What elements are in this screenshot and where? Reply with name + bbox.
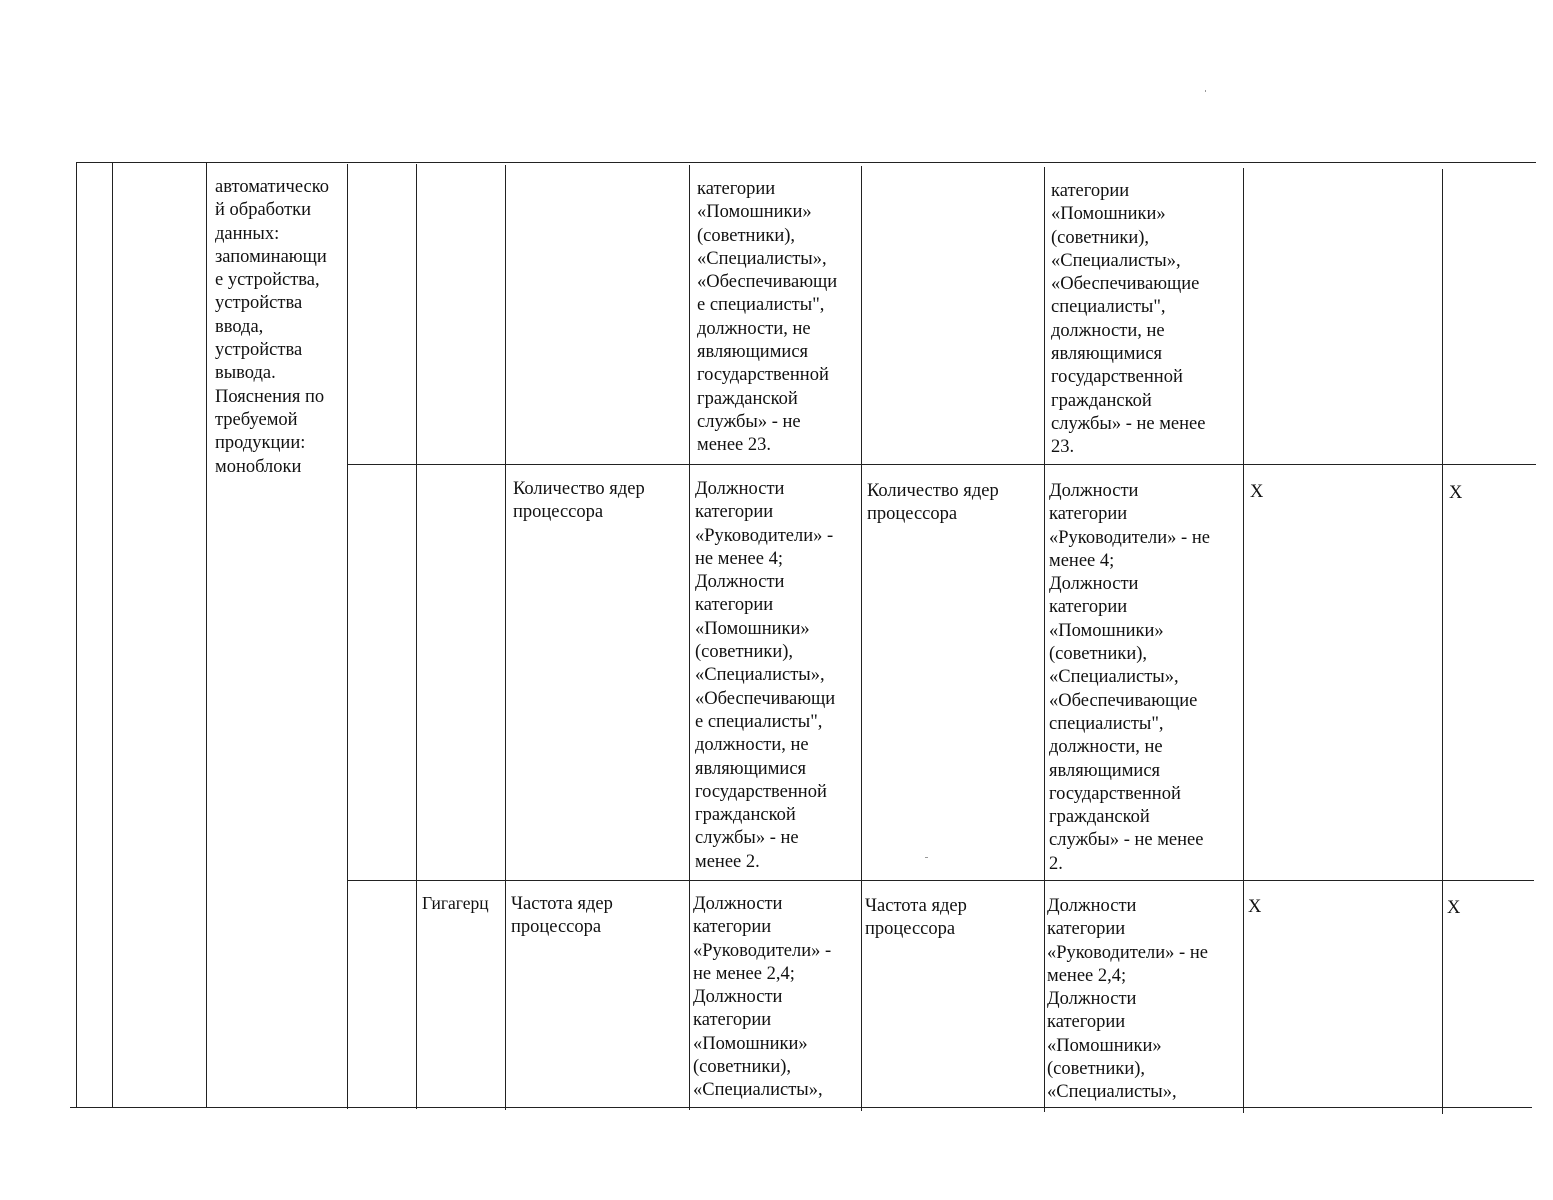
grid-line bbox=[112, 162, 113, 1108]
grid-line bbox=[1243, 168, 1244, 1113]
mark-cell: X bbox=[1248, 897, 1262, 917]
requirement-value-cell: Должности категории «Руководители» - не менее 4; Должности категории «Помошники» (советники), «Специалисты», «Обеспечивающие специалисты", должности, не являющимися государственной гражданской службы» - не менее 2. bbox=[1049, 481, 1210, 874]
requirement-value-cell: категории «Помошники» (советники), «Специалисты», «Обеспечивающи е специалисты", должности, не являющимися государственной гражданской службы» - не менее 23. bbox=[697, 179, 838, 456]
scan-speck bbox=[1205, 90, 1206, 92]
characteristic-cell: Частота ядер процессора bbox=[511, 894, 613, 938]
characteristic-cell: Частота ядер процессора bbox=[865, 896, 967, 940]
scan-speck bbox=[925, 857, 928, 858]
grid-line bbox=[347, 880, 1534, 881]
requirement-value-cell: Должности категории «Руководители» - не менее 4; Должности категории «Помошники» (советники), «Специалисты», «Обеспечивающи е специалисты", должности, не являющимися государственной гражданской службы» - не менее 2. bbox=[695, 479, 836, 872]
grid-line bbox=[70, 1107, 1532, 1108]
requirement-value-cell: категории «Помошники» (советники), «Специалисты», «Обеспечивающие специалисты", должности, не являющимися государственной гражданской службы» - не менее 23. bbox=[1051, 181, 1206, 458]
grid-line bbox=[1044, 167, 1045, 1112]
mark-cell: X bbox=[1447, 898, 1461, 918]
product-description-cell: автоматическо й обработки данных: запоминающи е устройства, устройства ввода, устройства вывода. Пояснения по требуемой продукции: моноблоки bbox=[215, 177, 330, 477]
requirement-value-cell: Должности категории «Руководители» - не менее 2,4; Должности категории «Помошники» (советники), «Специалисты», bbox=[1047, 896, 1208, 1103]
mark-cell: X bbox=[1250, 482, 1264, 502]
grid-line bbox=[1442, 169, 1443, 1114]
unit-cell: Гигагерц bbox=[422, 893, 489, 913]
grid-line bbox=[76, 162, 1536, 163]
grid-line bbox=[861, 166, 862, 1111]
characteristic-cell: Количество ядер процессора bbox=[513, 479, 645, 523]
grid-line bbox=[505, 165, 506, 1110]
requirement-value-cell: Должности категории «Руководители» - не менее 2,4; Должности категории «Помошники» (советники), «Специалисты», bbox=[693, 894, 832, 1101]
grid-line bbox=[347, 464, 1536, 465]
grid-line bbox=[206, 163, 207, 1108]
mark-cell: X bbox=[1449, 483, 1463, 503]
characteristic-cell: Количество ядер процессора bbox=[867, 481, 999, 525]
grid-line bbox=[76, 162, 77, 1108]
grid-line bbox=[416, 164, 417, 1109]
grid-line bbox=[347, 164, 348, 1109]
grid-line bbox=[689, 165, 690, 1110]
